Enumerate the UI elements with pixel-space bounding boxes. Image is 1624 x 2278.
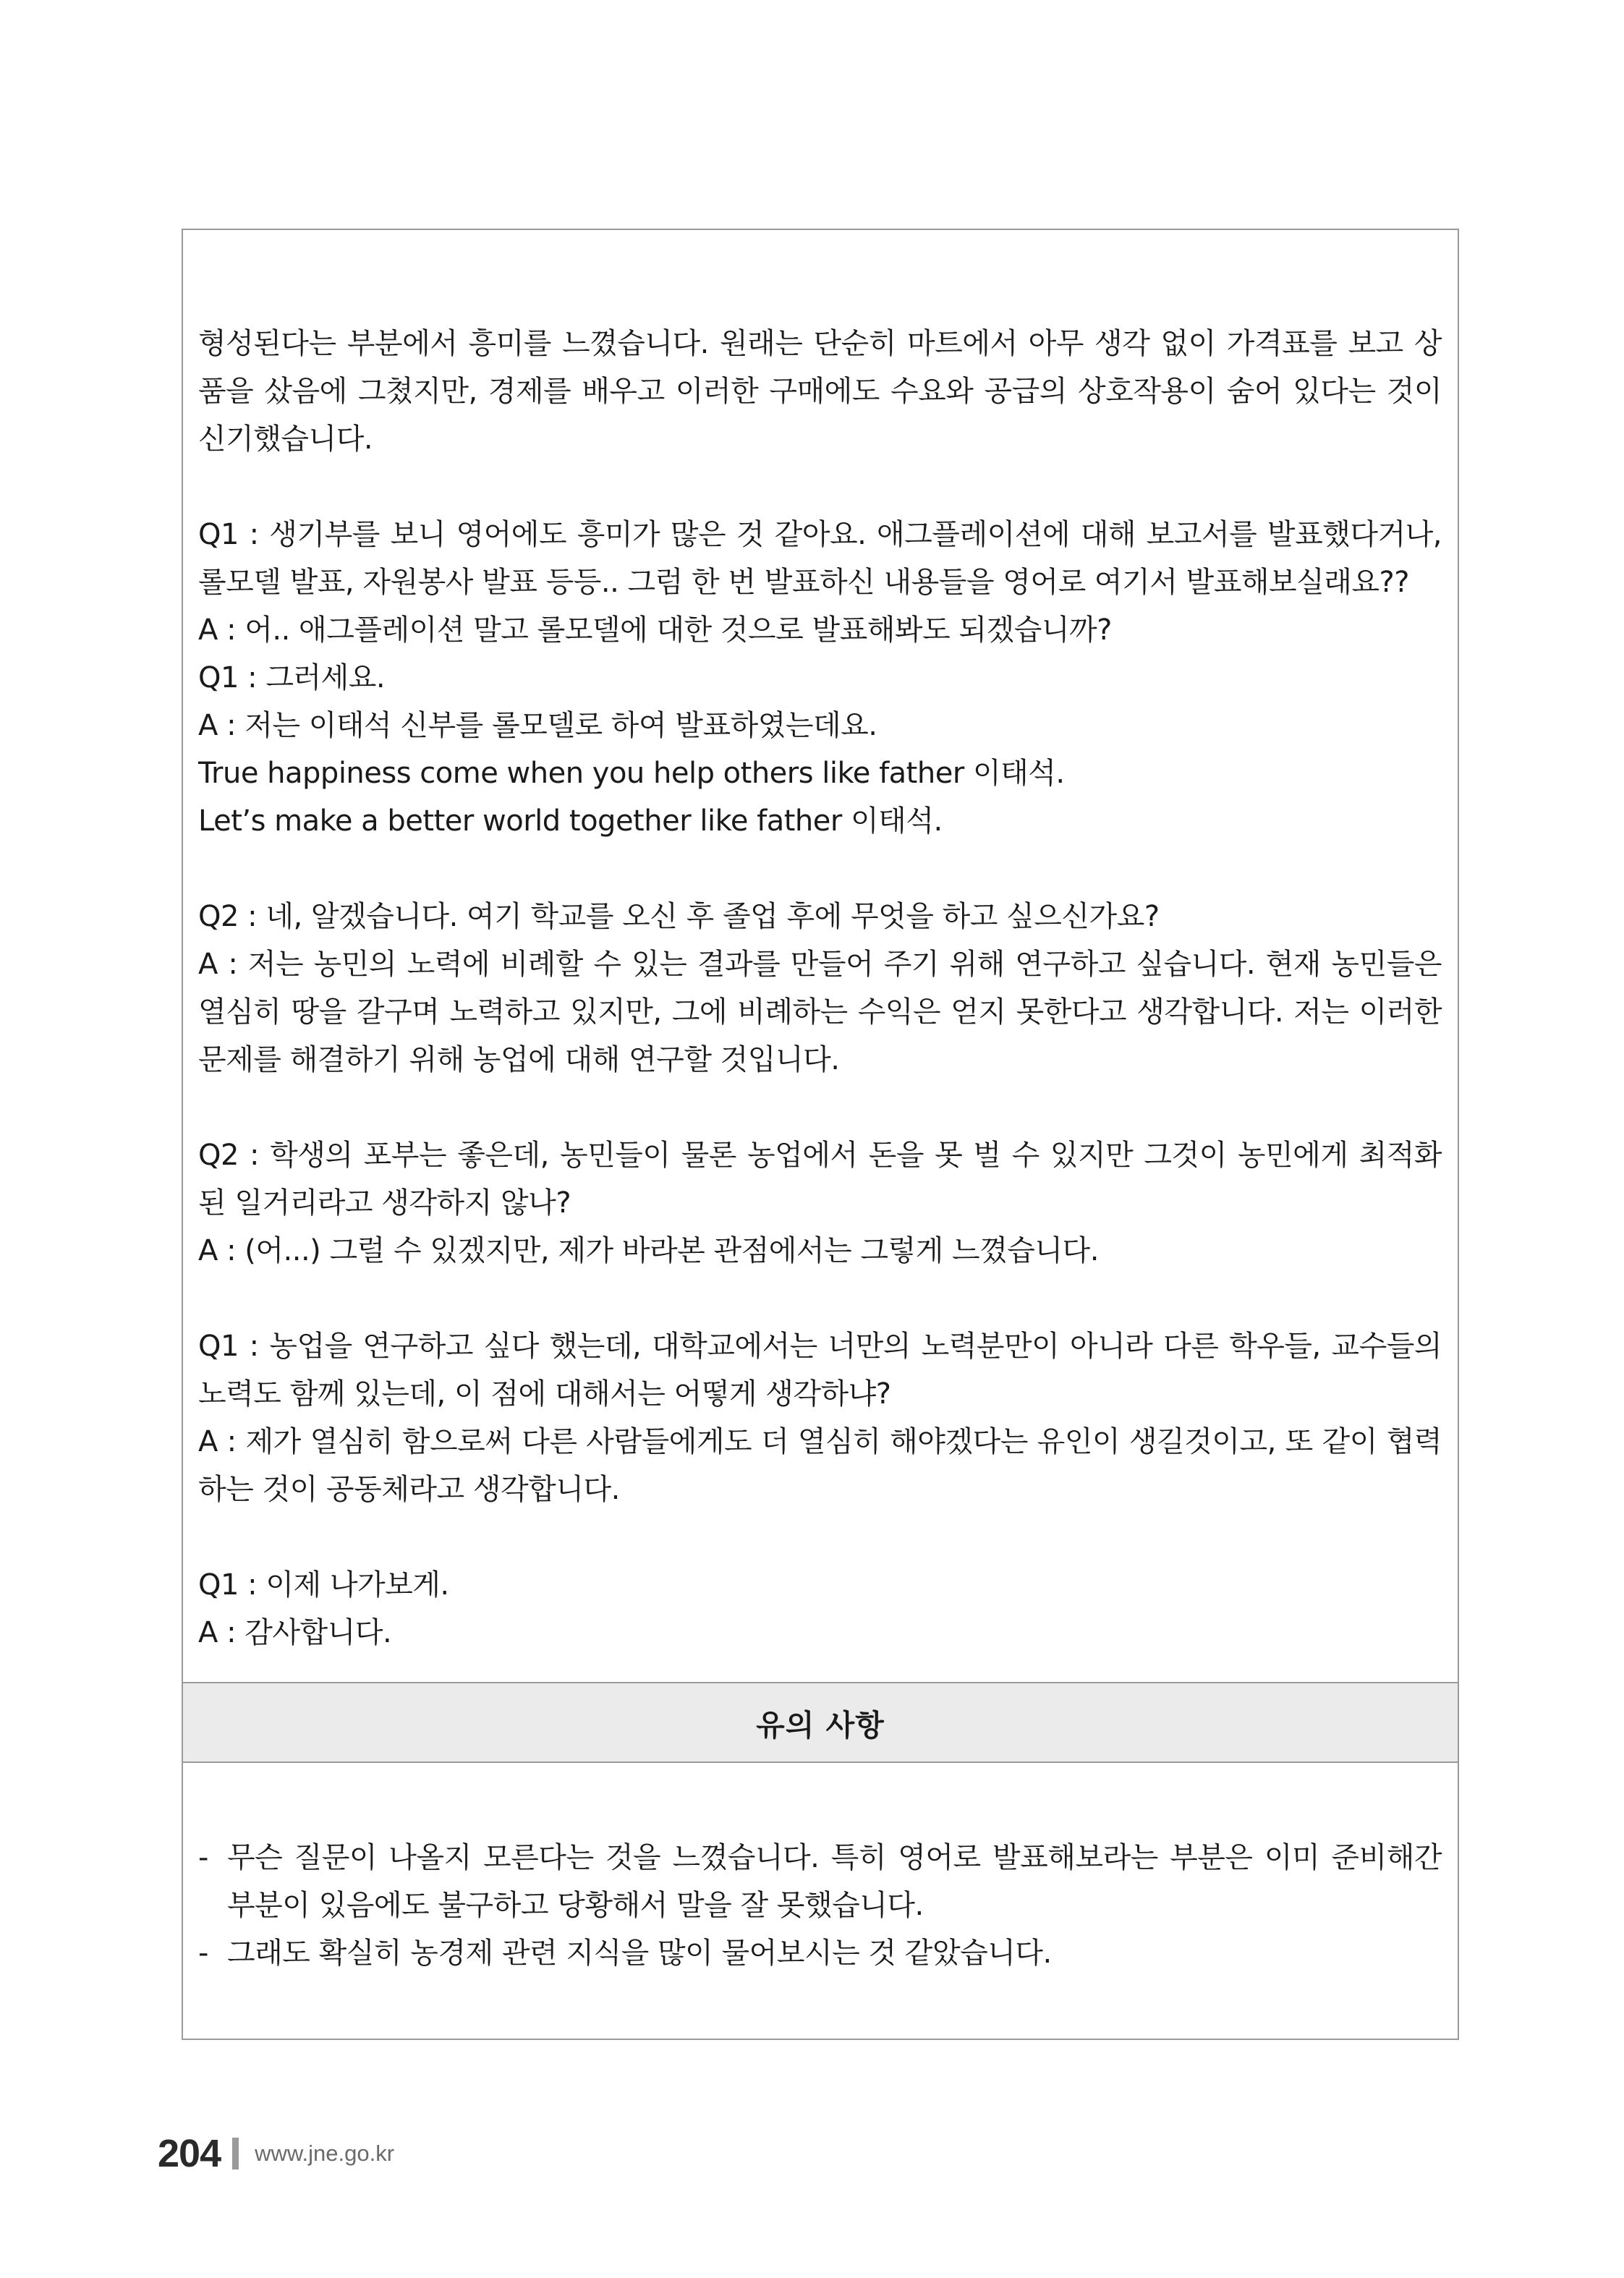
note-item (198, 1929, 1442, 1977)
answer-farmers: A : (어...) 그럴 수 있겠지만, 제가 바라본 관점에서는 그렇게 느꼈습니다. (198, 1234, 1099, 1267)
notes-title: 유의 사항 (756, 1707, 885, 1743)
answer-closing: A : 감사합니다. (198, 1616, 392, 1649)
notes-header (183, 1682, 1458, 1763)
question-cooperation: Q1 : 농업을 연구하고 싶다 했는데, 대학교에서는 너만의 노력분만이 아니라 다른 학우들, 교수들의 노력도 함께 있는데, 이 점에 대해서는 어떻게 생각하냐? (198, 1330, 1442, 1411)
page-number: 204 (158, 2132, 221, 2175)
question-future: Q2 : 네, 알겠습니다. 여기 학교를 오신 후 졸업 후에 무엇을 하고 싶으신가요? (198, 900, 1160, 933)
english-line-2: Let’s make a better world together like father 이태석. (198, 804, 943, 838)
paragraph-gap (198, 1513, 1442, 1561)
page-footer (158, 2128, 394, 2179)
note-dash: - (198, 1841, 208, 1874)
paragraph-gap (198, 463, 1442, 511)
interview-table (182, 229, 1459, 2040)
paragraph-intro: 형성된다는 부분에서 흥미를 느꼈습니다. 원래는 단순히 마트에서 아무 생각 없이 가격표를 보고 상품을 샀음에 그쳤지만, 경제를 배우고 이러한 구매에도 수요와 공급의 상호작용이 숨어 있다는 것이 신기했습니다. (198, 327, 1442, 456)
interview-transcript (183, 230, 1458, 1682)
footer-url: www.jne.go.kr (255, 2141, 395, 2166)
answer-future: A : 저는 농민의 노력에 비례할 수 있는 결과를 만들어 주기 위해 연구하고 싶습니다. 현재 농민들은 열심히 땅을 갈구며 노력하고 있지만, 그에 비례하는 수익은 얻지 못한다고 생각합니다. 저는 이러한 문제를 해결하기 위해 농업에 대해 연구할 것입니다. (198, 948, 1442, 1076)
notes-list (183, 1763, 1458, 1977)
note-text: 그래도 확실히 농경제 관련 지식을 많이 물어보시는 것 같았습니다. (227, 1937, 1052, 1970)
answer-english: A : 어.. 애그플레이션 말고 롤모델에 대한 것으로 발표해봐도 되겠습니까? (198, 613, 1112, 647)
question-go-ahead: Q1 : 그러세요. (198, 661, 386, 694)
paragraph-gap (198, 1084, 1442, 1131)
english-line-1: True happiness come when you help others like father 이태석. (198, 757, 1065, 790)
footer-divider (232, 2138, 239, 2169)
note-item (198, 1834, 1442, 1929)
note-text: 무슨 질문이 나올지 모른다는 것을 느꼈습니다. 특히 영어로 발표해보라는 부분은 이미 준비해간 부분이 있음에도 불구하고 당황해서 말을 잘 못했습니다. (227, 1841, 1442, 1922)
question-english: Q1 : 생기부를 보니 영어에도 흥미가 많은 것 같아요. 애그플레이션에 대해 보고서를 발표했다거나, 롤모델 발표, 자원봉사 발표 등등.. 그럼 한 번 발표하신 내용들을 영어로 여기서 발표해보실래요?? (198, 518, 1442, 599)
answer-role-model: A : 저는 이태석 신부를 롤모델로 하여 발표하였는데요. (198, 709, 877, 742)
paragraph-gap (198, 1275, 1442, 1322)
answer-cooperation: A : 제가 열심히 함으로써 다른 사람들에게도 더 열심히 해야겠다는 유인이 생길것이고, 또 같이 협력하는 것이 공동체라고 생각합니다. (198, 1425, 1442, 1506)
paragraph-gap (198, 845, 1442, 893)
question-farmers: Q2 : 학생의 포부는 좋은데, 농민들이 물론 농업에서 돈을 못 벌 수 있지만 그것이 농민에게 최적화 된 일거리라고 생각하지 않나? (198, 1139, 1442, 1220)
note-dash: - (198, 1937, 208, 1970)
question-closing: Q1 : 이제 나가보게. (198, 1568, 449, 1602)
